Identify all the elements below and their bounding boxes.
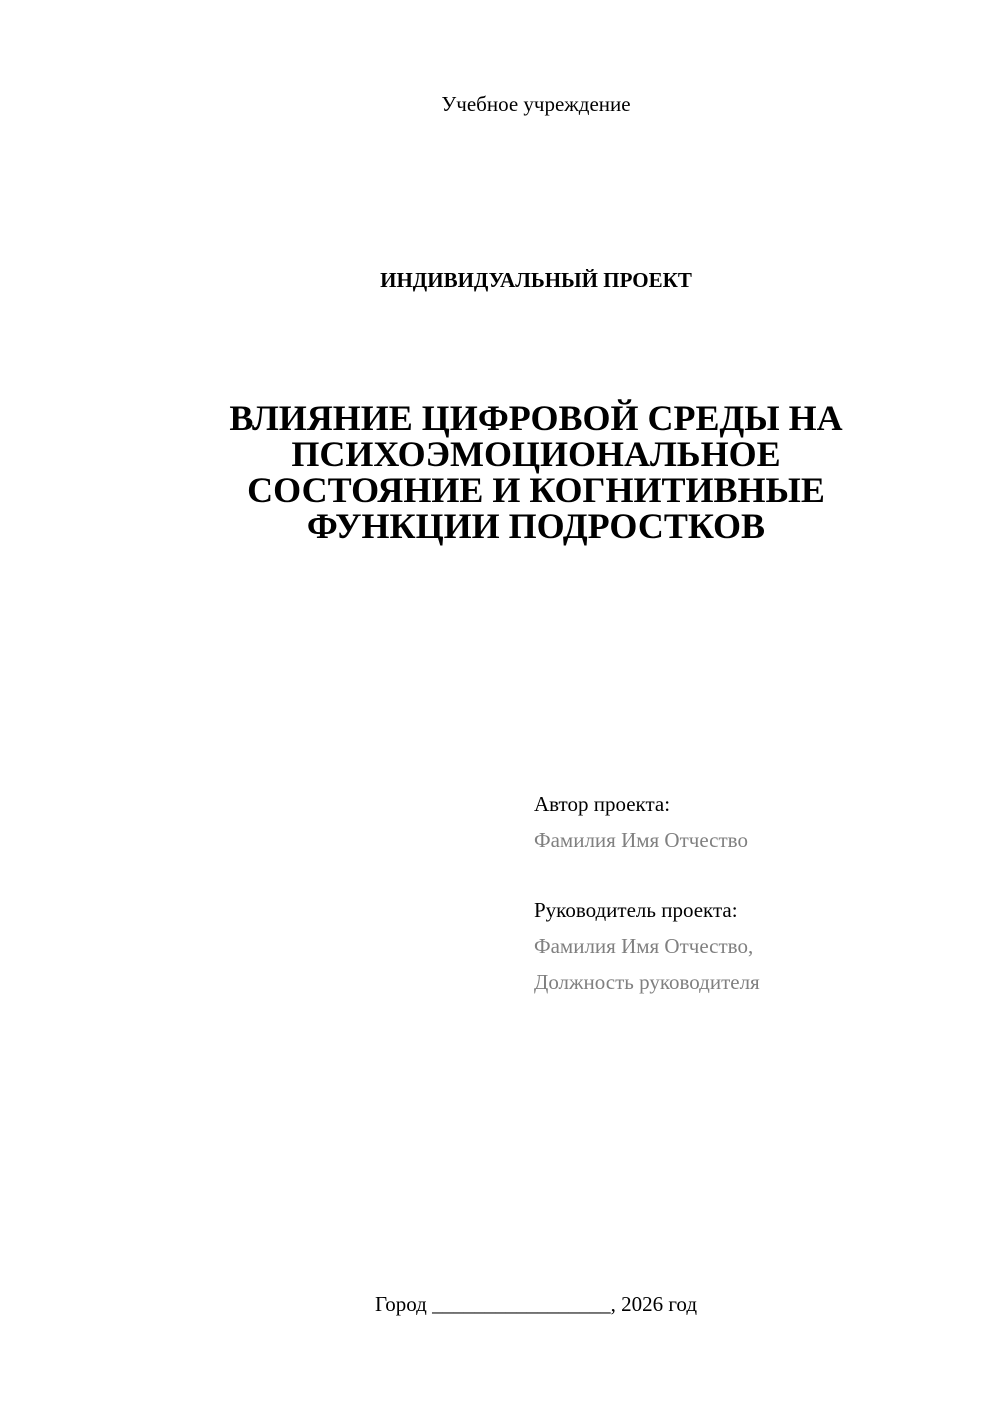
supervisor-label: Руководитель проекта:: [534, 898, 738, 922]
title-line-2: ПСИХОЭМОЦИОНАЛЬНОЕ: [291, 434, 781, 474]
supervisor-block: [534, 892, 974, 1000]
author-block: [534, 786, 974, 858]
author-label: Автор проекта:: [534, 792, 671, 816]
institution-name: Учебное учреждение: [441, 92, 631, 116]
title-line-1: ВЛИЯНИЕ ЦИФРОВОЙ СРЕДЫ НА: [229, 398, 843, 438]
document-type: ИНДИВИДУАЛЬНЫЙ ПРОЕКТ: [380, 268, 692, 292]
author-name: Фамилия Имя Отчество: [534, 828, 748, 852]
title-line-3: СОСТОЯНИЕ И КОГНИТИВНЫЕ: [247, 470, 825, 510]
project-title: [150, 400, 922, 544]
supervisor-position: Должность руководителя: [534, 970, 760, 994]
city-year-footer: Город _________________, 2026 год: [374, 1292, 698, 1316]
supervisor-name: Фамилия Имя Отчество,: [534, 934, 754, 958]
title-line-4: ФУНКЦИИ ПОДРОСТКОВ: [306, 506, 766, 546]
